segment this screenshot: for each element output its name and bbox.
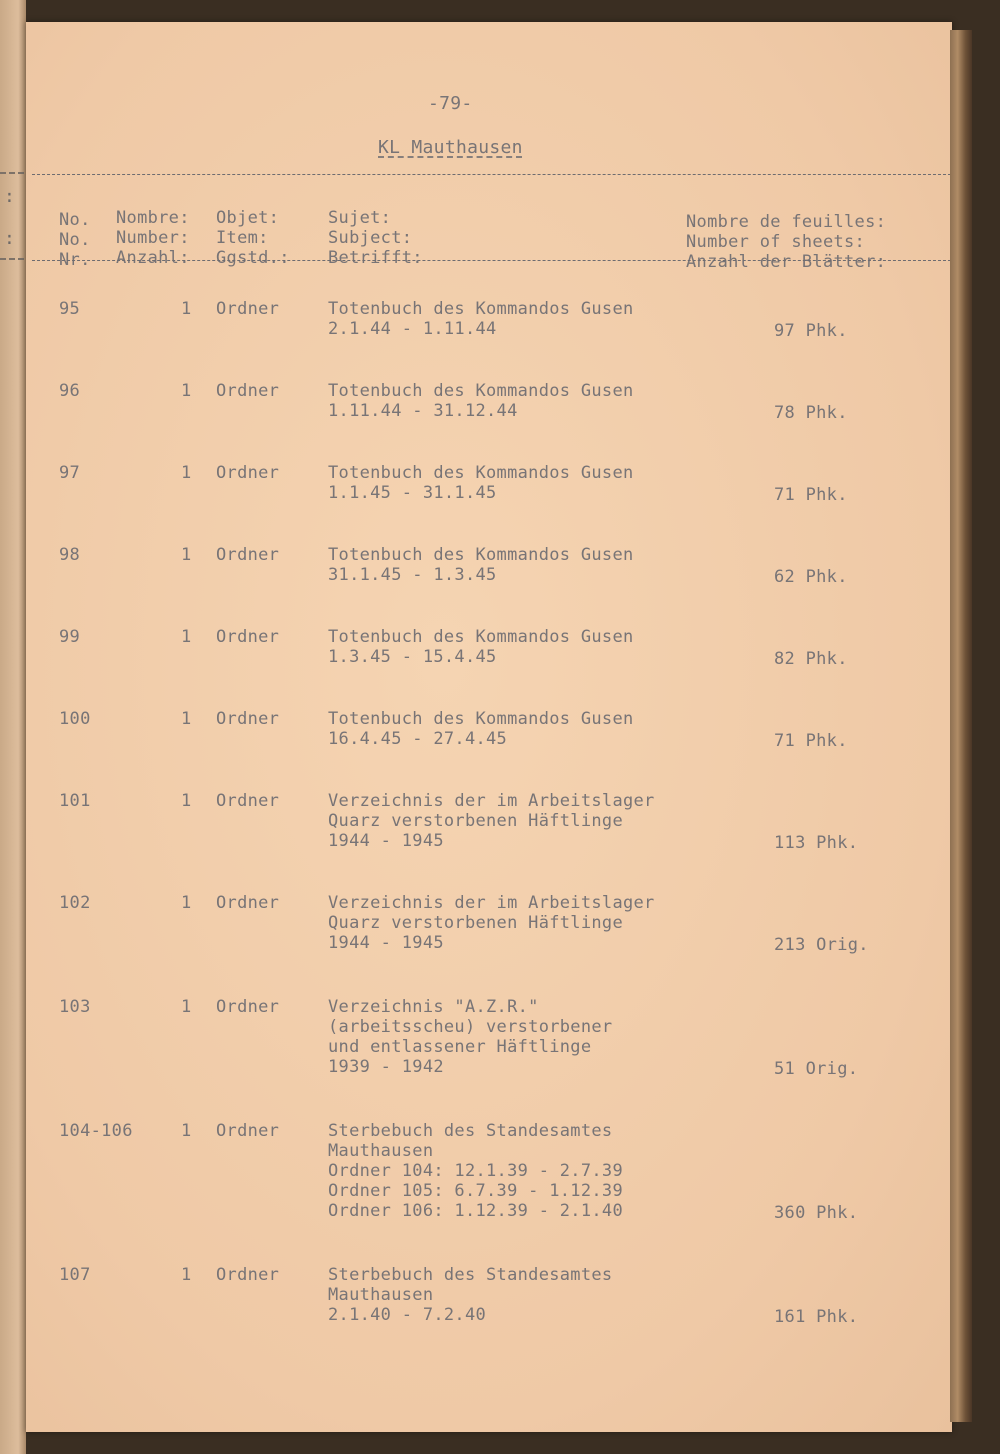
row-subject-line: Mauthausen [328, 1141, 434, 1161]
row-subject-line: (arbeitsscheu) verstorbener [328, 1017, 613, 1037]
row-number: 107 [59, 1265, 91, 1285]
divider [0, 258, 24, 260]
row-count: 1 [181, 381, 192, 401]
row-subject-line: und entlassener Häftlinge [328, 1037, 592, 1057]
row-subject [328, 997, 612, 1077]
row-subject-line: 2.1.44 - 1.11.44 [328, 319, 497, 339]
row-count: 1 [181, 1121, 192, 1141]
row-subject-line: Totenbuch des Kommandos Gusen [328, 463, 634, 483]
row-count: 1 [181, 791, 192, 811]
row-count: 1 [181, 545, 192, 565]
row-subject-line: 31.1.45 - 1.3.45 [328, 565, 497, 585]
row-subject-line: Ordner 105: 6.7.39 - 1.12.39 [328, 1181, 623, 1201]
row-subject-line: 1939 - 1942 [328, 1057, 444, 1077]
previous-page-edge [0, 0, 26, 1454]
book-edge [950, 30, 972, 1422]
row-subject-line: 2.1.40 - 7.2.40 [328, 1305, 487, 1325]
row-subject-line: Verzeichnis der im Arbeitslager [328, 791, 655, 811]
row-subject-line: 1944 - 1945 [328, 831, 444, 851]
row-number: 97 [59, 463, 81, 483]
row-sheets: 213 Orig. [774, 935, 869, 955]
header-sheets: Nombre de feuilles: Number of sheets: Anzahl der Blätter: [686, 212, 887, 272]
row-count: 1 [181, 709, 192, 729]
row-sheets: 161 Phk. [774, 1307, 859, 1327]
row-item: Ordner [216, 1121, 280, 1141]
row-sheets: 71 Phk. [774, 485, 848, 505]
row-subject [328, 791, 655, 851]
row-subject-line: 1.11.44 - 31.12.44 [328, 401, 518, 421]
row-count: 1 [181, 997, 192, 1017]
row-number: 103 [59, 997, 91, 1017]
row-subject-line: 16.4.45 - 27.4.45 [328, 729, 508, 749]
row-subject-line: Sterbebuch des Standesamtes [328, 1121, 613, 1141]
row-item: Ordner [216, 791, 280, 811]
row-number: 100 [59, 709, 91, 729]
row-sheets: 62 Phk. [774, 567, 848, 587]
page-title: KL Mauthausen [378, 137, 523, 158]
header-no: No. No. Nr. [59, 210, 91, 270]
row-sheets: 360 Phk. [774, 1203, 859, 1223]
row-sheets: 82 Phk. [774, 649, 848, 669]
row-subject-line: Totenbuch des Kommandos Gusen [328, 299, 634, 319]
row-number: 96 [59, 381, 81, 401]
header-bottom-rule [32, 260, 956, 261]
row-subject-line: Mauthausen [328, 1285, 434, 1305]
row-subject-line: Quarz verstorbenen Häftlinge [328, 913, 623, 933]
row-subject-line: Totenbuch des Kommandos Gusen [328, 545, 634, 565]
row-item: Ordner [216, 893, 280, 913]
row-item: Ordner [216, 545, 280, 565]
header-subject: Sujet: Subject: Betrifft: [328, 208, 423, 268]
row-subject-line: Quarz verstorbenen Häftlinge [328, 811, 623, 831]
row-sheets: 51 Orig. [774, 1059, 859, 1079]
row-subject [328, 381, 634, 421]
row-number: 98 [59, 545, 81, 565]
row-count: 1 [181, 299, 192, 319]
row-item: Ordner [216, 709, 280, 729]
colon-mark: : [4, 186, 15, 207]
row-subject [328, 893, 655, 953]
row-subject-line: Sterbebuch des Standesamtes [328, 1265, 613, 1285]
row-number: 95 [59, 299, 81, 319]
header-item: Objet: Item: Ggstd.: [216, 208, 290, 268]
row-sheets: 78 Phk. [774, 403, 848, 423]
row-subject-line: Totenbuch des Kommandos Gusen [328, 627, 634, 647]
row-subject [328, 545, 634, 585]
row-subject [328, 1265, 612, 1325]
row-number: 99 [59, 627, 81, 647]
colon-mark: : [4, 228, 15, 249]
row-item: Ordner [216, 463, 280, 483]
row-subject-line: Ordner 106: 1.12.39 - 2.1.40 [328, 1201, 623, 1221]
page-number: -79- [428, 93, 473, 114]
row-count: 1 [181, 1265, 192, 1285]
row-item: Ordner [216, 627, 280, 647]
document-page [26, 22, 952, 1432]
row-subject [328, 299, 634, 339]
row-subject [328, 627, 634, 667]
row-sheets: 97 Phk. [774, 321, 848, 341]
row-number: 102 [59, 893, 91, 913]
row-number: 101 [59, 791, 91, 811]
header-count: Nombre: Number: Anzahl: [116, 208, 190, 268]
row-item: Ordner [216, 381, 280, 401]
row-subject [328, 463, 634, 503]
row-item: Ordner [216, 997, 280, 1017]
row-item: Ordner [216, 299, 280, 319]
row-count: 1 [181, 893, 192, 913]
row-subject [328, 709, 634, 749]
row-number: 104-106 [59, 1121, 133, 1141]
row-subject-line: 1.3.45 - 15.4.45 [328, 647, 497, 667]
row-subject-line: Ordner 104: 12.1.39 - 2.7.39 [328, 1161, 623, 1181]
row-subject-line: Totenbuch des Kommandos Gusen [328, 381, 634, 401]
row-subject [328, 1121, 623, 1221]
row-item: Ordner [216, 1265, 280, 1285]
row-count: 1 [181, 463, 192, 483]
row-sheets: 113 Phk. [774, 833, 859, 853]
divider [0, 172, 24, 174]
row-count: 1 [181, 627, 192, 647]
row-subject-line: Verzeichnis der im Arbeitslager [328, 893, 655, 913]
row-subject-line: 1944 - 1945 [328, 933, 444, 953]
row-subject-line: Verzeichnis "A.Z.R." [328, 997, 539, 1017]
header-top-rule [32, 174, 956, 175]
row-subject-line: 1.1.45 - 31.1.45 [328, 483, 497, 503]
row-sheets: 71 Phk. [774, 731, 848, 751]
row-subject-line: Totenbuch des Kommandos Gusen [328, 709, 634, 729]
